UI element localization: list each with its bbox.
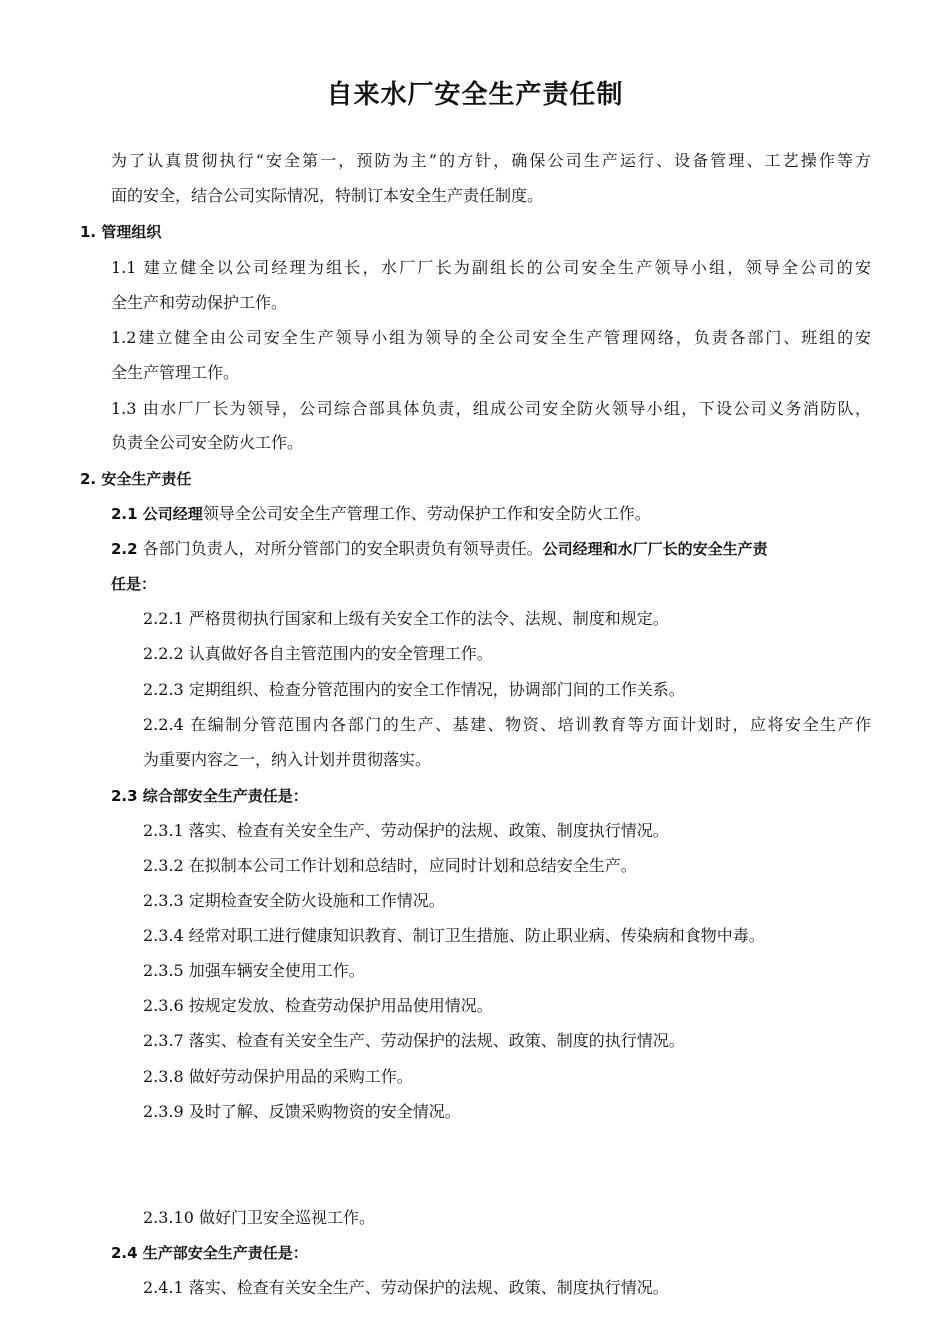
intro-line-2: 面的安全，结合公司实际情况，特制订本安全生产责任制度。 bbox=[111, 186, 544, 205]
item-2-2-3: 2.2.3 定期组织、检查分管范围内的安全工作情况，协调部门间的工作关系。 bbox=[143, 680, 685, 699]
document-title: 自来水厂安全生产责任制 bbox=[326, 80, 624, 110]
para-2-1 bbox=[111, 503, 651, 525]
para-2-2-line-2: 任是： bbox=[111, 575, 157, 593]
para-1-3-line-1: 1.3 由水厂厂长为领导，公司综合部具体负责，组成公司安全防火领导小组，下设公司义务消防队， bbox=[111, 399, 871, 418]
para-1-1-line-2: 全生产和劳动保护工作。 bbox=[111, 293, 288, 312]
para-1-3-line-2: 负责全公司安全防火工作。 bbox=[111, 433, 304, 452]
item-2-3-10: 2.3.10 做好门卫安全巡视工作。 bbox=[143, 1208, 375, 1227]
para-2-1-label: 2.1 公司经理 bbox=[111, 505, 203, 523]
heading-2-4: 2.4 生产部安全生产责任是： bbox=[111, 1244, 308, 1262]
item-2-3-3: 2.3.3 定期检查安全防火设施和工作情况。 bbox=[143, 891, 445, 910]
item-2-2-4-line-2: 为重要内容之一，纳入计划并贯彻落实。 bbox=[143, 750, 432, 769]
section-2-heading: 2. 安全生产责任 bbox=[80, 470, 192, 488]
para-2-1-text: 领导全公司安全生产管理工作、劳动保护工作和安全防火工作。 bbox=[202, 504, 651, 523]
para-1-2-line-1: 1.2建立健全由公司安全生产领导小组为领导的全公司安全生产管理网络，负责各部门、班组的安 bbox=[111, 328, 871, 347]
item-2-3-2: 2.3.2 在拟制本公司工作计划和总结时，应同时计划和总结安全生产。 bbox=[143, 856, 637, 875]
para-1-1-line-1: 1.1 建立健全以公司经理为组长，水厂厂长为副组长的公司安全生产领导小组，领导全公司的安 bbox=[111, 258, 871, 277]
intro-line-1: 为了认真贯彻执行“安全第一，预防为主”的方针，确保公司生产运行、设备管理、工艺操作等方 bbox=[111, 151, 871, 170]
item-2-3-1: 2.3.1 落实、检查有关安全生产、劳动保护的法规、政策、制度执行情况。 bbox=[143, 821, 669, 840]
para-1-2-line-2: 全生产管理工作。 bbox=[111, 363, 240, 382]
item-2-3-7: 2.3.7 落实、检查有关安全生产、劳动保护的法规、政策、制度的执行情况。 bbox=[143, 1031, 685, 1050]
item-2-2-4-line-1: 2.2.4 在编制分管范围内各部门的生产、基建、物资、培训教育等方面计划时，应将安全生产作 bbox=[143, 715, 871, 734]
item-2-3-9: 2.3.9 及时了解、反馈采购物资的安全情况。 bbox=[143, 1102, 461, 1121]
item-2-3-5: 2.3.5 加强车辆安全使用工作。 bbox=[143, 961, 365, 980]
para-2-2-num: 2.2 bbox=[111, 540, 138, 558]
section-1-heading: 1. 管理组织 bbox=[80, 223, 162, 241]
item-2-3-8: 2.3.8 做好劳动保护用品的采购工作。 bbox=[143, 1067, 413, 1086]
item-2-4-1: 2.4.1 落实、检查有关安全生产、劳动保护的法规、政策、制度执行情况。 bbox=[143, 1278, 669, 1297]
para-2-2-text: 各部门负责人，对所分管部门的安全职责负有领导责任。 bbox=[137, 539, 543, 558]
para-2-2-line-1 bbox=[111, 538, 768, 560]
item-2-2-2: 2.2.2 认真做好各自主管范围内的安全管理工作。 bbox=[143, 644, 493, 663]
heading-2-3: 2.3 综合部安全生产责任是： bbox=[111, 787, 308, 805]
item-2-3-6: 2.3.6 按规定发放、检查劳动保护用品使用情况。 bbox=[143, 996, 493, 1015]
para-2-2-bold-tail: 公司经理和水厂厂长的安全生产责 bbox=[542, 540, 768, 558]
item-2-2-1: 2.2.1 严格贯彻执行国家和上级有关安全工作的法令、法规、制度和规定。 bbox=[143, 609, 669, 628]
item-2-3-4: 2.3.4 经常对职工进行健康知识教育、制订卫生措施、防止职业病、传染病和食物中毒。 bbox=[143, 926, 765, 945]
